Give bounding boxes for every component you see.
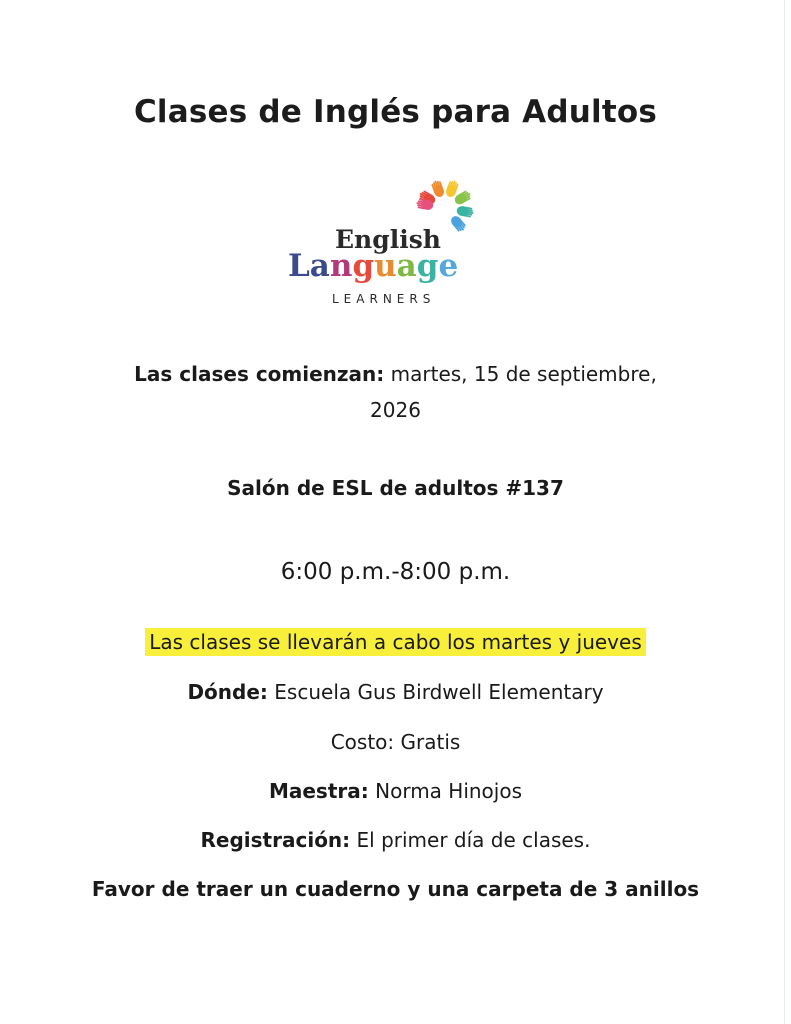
teacher-value: Norma Hinojos bbox=[368, 779, 523, 803]
logo-letter: g bbox=[416, 248, 439, 284]
cost-line: Costo: Gratis bbox=[330, 730, 461, 754]
logo-letter: g bbox=[352, 248, 375, 284]
logo-letter: L bbox=[288, 248, 310, 284]
room-line: Salón de ESL de adultos #137 bbox=[227, 476, 564, 500]
start-label: Las clases comienzan: bbox=[134, 362, 385, 386]
teacher-label: Maestra: bbox=[268, 779, 369, 803]
where-value: Escuela Gus Birdwell Elementary bbox=[267, 680, 604, 704]
logo-letter: n bbox=[329, 248, 353, 284]
registration-line bbox=[0, 826, 791, 854]
registration-label: Registración: bbox=[200, 828, 351, 852]
logo-letter: a bbox=[396, 248, 417, 284]
where-line bbox=[0, 678, 791, 706]
logo-language bbox=[288, 248, 458, 284]
days-line bbox=[0, 628, 791, 656]
hand-icon bbox=[456, 205, 474, 218]
bring-line: Favor de traer un cuaderno y una carpeta de 3 anillos bbox=[91, 877, 700, 901]
start-year: 2026 bbox=[370, 398, 421, 422]
start-value: martes, 15 de septiembre, bbox=[384, 362, 657, 386]
ell-logo bbox=[280, 170, 510, 320]
logo-english: English bbox=[335, 225, 441, 254]
teacher-line bbox=[0, 777, 791, 805]
start-date-line bbox=[0, 360, 791, 388]
flyer-title: Clases de Inglés para Adultos bbox=[133, 94, 658, 130]
registration-value: El primer día de clases. bbox=[350, 828, 591, 852]
hand-icon bbox=[449, 214, 468, 233]
days-highlight: Las clases se llevarán a cabo los martes y jueves bbox=[145, 628, 646, 656]
logo-letter: e bbox=[438, 248, 459, 284]
logo-letter: a bbox=[309, 248, 330, 284]
where-label: Dónde: bbox=[187, 680, 268, 704]
logo-learners: LEARNERS bbox=[332, 292, 436, 306]
time-line: 6:00 p.m.-8:00 p.m. bbox=[280, 559, 511, 585]
logo-letter: u bbox=[374, 248, 397, 284]
scan-edge bbox=[784, 0, 785, 1024]
